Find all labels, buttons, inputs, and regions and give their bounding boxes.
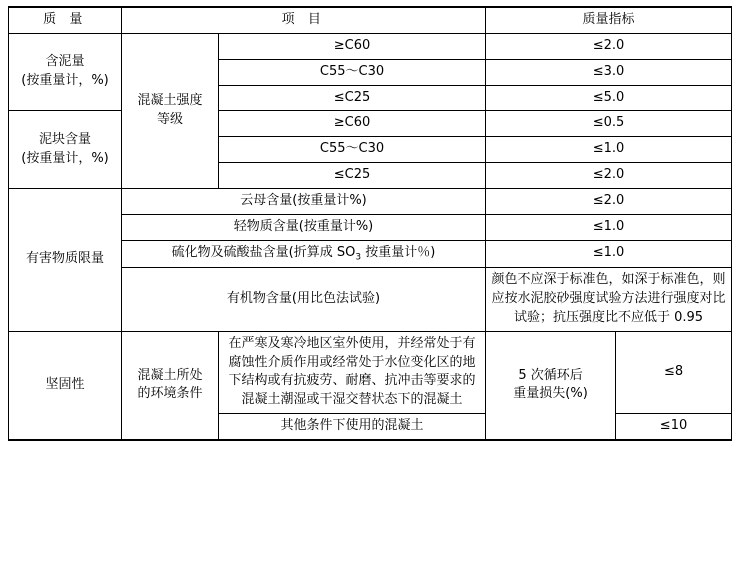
- table-row: [9, 111, 732, 137]
- row-label-soundness: 坚固性: [9, 331, 122, 440]
- row-label-environment-condition: [122, 331, 219, 440]
- row-label-concrete-strength-grade: [122, 33, 219, 188]
- item-value: C55～C30: [219, 137, 486, 163]
- index-value: ≤2.0: [486, 163, 732, 189]
- index-value: ≤2.0: [486, 188, 732, 214]
- item-value: ≥C60: [219, 33, 486, 59]
- measure-weight-loss: [486, 331, 616, 440]
- index-organic-description: 颜色不应深于标准色，如深于标准色，则应按水泥胶砂强度试验方法进行强度对比试验；抗压强度比不应低于 0.95: [486, 268, 732, 332]
- row-label-line2: (按重量计，%): [21, 150, 109, 166]
- index-value: ≤3.0: [486, 59, 732, 85]
- item-value: ≤C25: [219, 85, 486, 111]
- index-value-severe: ≤8: [616, 331, 732, 413]
- item-text-sub: 3: [355, 252, 362, 263]
- index-value-other: ≤10: [616, 414, 732, 440]
- sub-label-line1: 混凝土强度: [137, 93, 203, 109]
- item-light-substance-content: 轻物质含量(按重量计%): [122, 214, 486, 240]
- table-row: [9, 33, 732, 59]
- row-label-harmful-substance-limit: 有害物质限量: [9, 188, 122, 331]
- condition-description-severe: 在严寒及寒冷地区室外使用，并经常处于有腐蚀性介质作用或经常处于水位变化区的地下结构或有抗疲劳、耐磨、抗冲击等要求的混凝土潮湿或干湿交替状态下的混凝土: [219, 331, 486, 413]
- quality-specification-table: [8, 6, 732, 441]
- condition-label-line2: 的环境条件: [137, 386, 203, 402]
- item-mica-content: 云母含量(按重量计%): [122, 188, 486, 214]
- row-label-mud-content: [9, 33, 122, 111]
- index-value: ≤2.0: [486, 33, 732, 59]
- row-label-line1: 含泥量: [45, 54, 85, 70]
- row-label-line1: 泥块含量: [38, 131, 91, 147]
- measure-line2: 重量损失(%): [513, 386, 588, 402]
- condition-label-line1: 混凝土所处: [137, 367, 203, 383]
- row-label-line2: (按重量计，%): [21, 73, 109, 89]
- index-value: ≤1.0: [486, 214, 732, 240]
- item-text-post: 按重量计％): [361, 244, 436, 260]
- row-label-clay-lump-content: [9, 111, 122, 189]
- item-value: ≥C60: [219, 111, 486, 137]
- table-header-row: [9, 7, 732, 33]
- item-value: C55～C30: [219, 59, 486, 85]
- item-value: ≤C25: [219, 163, 486, 189]
- item-text-pre: 硫化物及硫酸盐含量(折算成 SO: [171, 244, 356, 260]
- measure-line1: 5 次循环后: [518, 367, 583, 383]
- header-item: 项 目: [122, 7, 486, 33]
- index-value: ≤5.0: [486, 85, 732, 111]
- condition-description-other: 其他条件下使用的混凝土: [219, 414, 486, 440]
- header-index: 质量指标: [486, 7, 732, 33]
- item-sulfide-sulfate-content: [122, 240, 486, 268]
- table-row: [9, 331, 732, 413]
- item-organic-content: 有机物含量(用比色法试验): [122, 268, 486, 332]
- index-value: ≤0.5: [486, 111, 732, 137]
- table-row: [9, 188, 732, 214]
- header-quality: 质 量: [9, 7, 122, 33]
- index-value: ≤1.0: [486, 137, 732, 163]
- index-value: ≤1.0: [486, 240, 732, 268]
- sub-label-line2: 等级: [156, 111, 183, 127]
